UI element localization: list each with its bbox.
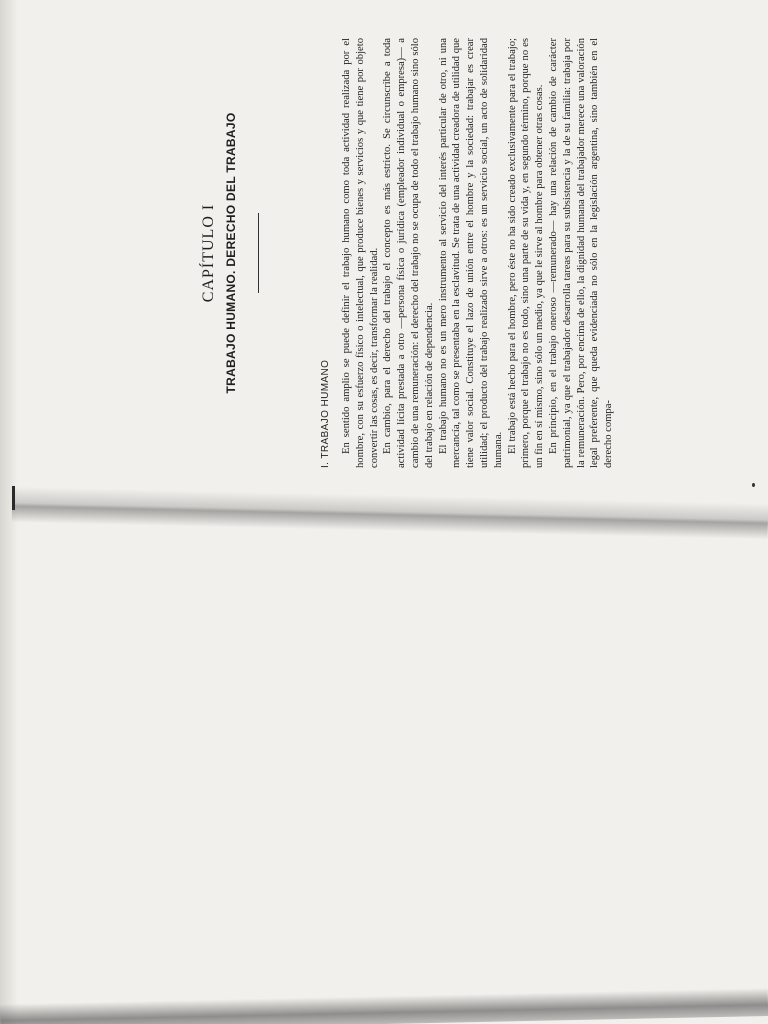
chapter-number: CAPÍTULO I (200, 203, 217, 303)
bottom-edge-shadow (0, 988, 768, 1024)
paragraph: En cambio, para el derecho del trabajo el concepto es más estricto. Se circunscribe a toda actividad lícita prestada a otro —persona física o jurídica (empleador individual o empresa)— a cambio de una remuneración: el derecho del trabajo no se ocupa de todo el trabajo humano sino sólo del trabajo en relación de dependencia. (382, 38, 435, 468)
fold-mark (12, 486, 15, 510)
paragraph: El trabajo está hecho para el hombre, pero éste no ha sido creado exclusivamente para el trabajo; primero, porque el trabajo no es todo, sino una parte de su vida y, en segundo término, porque no es un fin en sí mismo, sino sólo un medio, ya que le sirve al hombre para obtener otras cosas. (506, 38, 546, 468)
body-text (340, 38, 616, 468)
section-heading: I. TRABAJO HUMANO (320, 359, 331, 468)
title-rule (258, 213, 259, 293)
rotated-page-content (170, 38, 730, 468)
paragraph: En sentido amplio se puede definir el trabajo humano como toda actividad realizada por el hombre, con su esfuerzo físico o intelectual, que produce bienes y servicios y que tiene por objeto convertir las cosas, es decir, transformar la realidad. (341, 38, 380, 468)
paragraph: En principio, en el trabajo oneroso —remunerado— hay una relación de cambio de carácter patrimonial, ya que el trabajador desarrolla tareas para su subsistencia y la de su familia: trabaja por la remuneración. Pero, por encima de ello, la dignidad humana del trabajador merece una valoración legal preferente, que queda evidenciada no sólo en la legislación argentina, sino también en el derecho compa- (547, 38, 615, 468)
paragraph: El trabajo humano no es un mero instrumento al servicio del interés particular de otro, ni una mercancía, tal como se presentaba en la esclavitud. Se trata de una actividad creadora de utilidad que tiene valor social. Constituye el lazo de unión entre el hombre y la sociedad: trabajar es crear utilidad; el producto del trabajo realizado sirve a otros: es un servicio social, un acto de solidaridad humana. (437, 38, 504, 468)
speck (752, 483, 755, 487)
page-fold-shadow (12, 486, 768, 539)
chapter-title: TRABAJO HUMANO. DERECHO DEL TRABAJO (224, 112, 238, 394)
